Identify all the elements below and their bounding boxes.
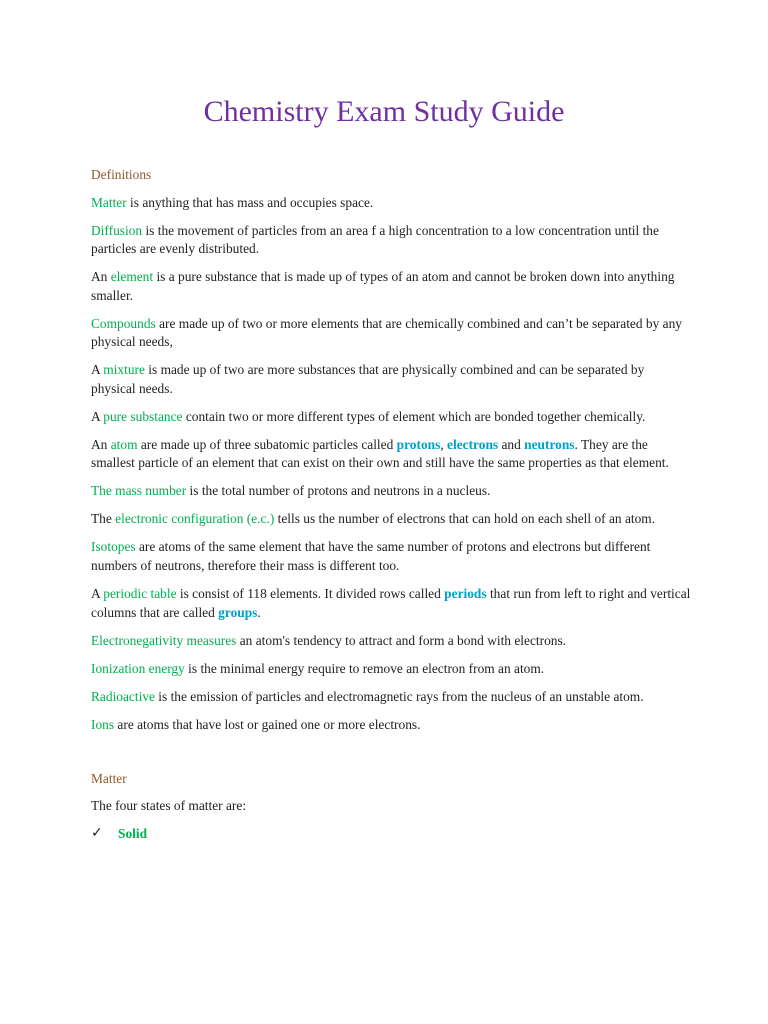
definition-prefix: A [91,408,104,424]
definition-term: Ions [91,716,115,732]
definition-text: is the minimal energy require to remove an electron from an atom. [184,660,545,676]
state-list-item [91,825,691,844]
definition-text: is made up of two are more substances that are physically combined and can be separated by physical needs. [91,362,645,396]
definition-text: is anything that has mass and occupies space. [126,194,374,210]
definition-text: are made up of two or more elements that are chemically combined and can’t be separated by any physical needs, [91,315,682,350]
definition-text: are atoms that have lost or gained one or more electrons. [114,716,421,732]
definition-text: is a pure substance that is made up of types of an atom and cannot be broken down into anything smaller. [91,269,675,303]
definition-term: pure substance [103,408,183,424]
definition-term: Ionization energy [91,660,185,676]
separator: , [440,436,448,452]
definition-mixture [91,361,691,398]
definition-electronic-configuration [91,510,691,529]
definition-matter [91,194,691,213]
definition-text: is the total number of protons and neutrons in a nucleus. [186,483,491,499]
definition-term: Diffusion [91,222,143,238]
definition-text: contain two or more different types of element which are bonded together chemically. [182,408,646,424]
definition-mass-number [91,482,691,501]
keyword-protons: protons [396,436,441,452]
definition-term: element [110,269,154,285]
definition-term: Matter [91,194,127,210]
definition-text: tells us the number of electrons that can hold on each shell of an atom. [274,511,656,527]
definition-text: are atoms of the same element that have the same number of protons and electrons but different numbers of neutrons, therefore their mass is different too. [91,539,651,574]
definition-compounds [91,315,691,352]
definition-term: Isotopes [91,539,136,555]
definition-term: atom [110,436,138,452]
definition-text: is consist of 118 elements. It divided rows called [176,586,445,601]
definition-prefix: A [91,586,104,601]
definition-text: is the movement of particles from an area f a high concentration to a low concentration until the particles are evenly distributed. [91,222,659,257]
checkmark-icon: ✓ [91,825,103,842]
matter-intro: The four states of matter are: [91,798,247,814]
definition-term: Radioactive [91,688,155,704]
definition-radioactive [91,688,691,707]
definition-term: Electronegativity measures [91,632,237,648]
keyword-neutrons: neutrons [524,436,575,452]
definition-electronegativity [91,632,691,651]
definition-prefix: A [91,362,104,378]
definition-ionization-energy [91,660,691,679]
definition-text: an atom's tendency to attract and form a bond with electrons. [236,632,567,648]
definition-term: periodic table [103,586,177,601]
definition-text: . [257,604,261,620]
keyword-periods: periods [444,586,487,601]
keyword-electrons: electrons [447,436,499,452]
definition-periodic-table [91,585,691,622]
definition-atom [91,436,691,473]
definition-term: mixture [103,362,145,378]
definition-prefix: An [91,269,111,285]
definition-text: that run from left to right and vertical columns that are called [91,586,691,620]
document-body [91,166,691,844]
definition-diffusion [91,222,691,259]
definition-text: is the emission of particles and electromagnetic rays from the nucleus of an unstable atom. [154,688,644,704]
definition-element [91,268,691,305]
definition-term: The mass number [91,483,187,499]
state-solid: Solid [118,826,148,842]
section-heading-definitions: Definitions [91,167,152,182]
definition-ions [91,716,691,735]
section-spacer [91,744,691,770]
definition-term: Compounds [91,315,156,331]
definition-prefix: The [91,511,116,527]
keyword-groups: groups [218,604,258,620]
definition-text: . They are the smallest particle of an element that can exist on their own and still have the same properties as that element. [91,436,669,471]
definition-prefix: An [91,436,111,452]
definition-pure-substance [91,408,691,427]
definition-isotopes [91,538,691,575]
page-title: Chemistry Exam Study Guide [203,95,565,128]
separator: and [498,436,525,452]
definition-term: electronic configuration (e.c.) [115,511,275,527]
definition-text: are made up of three subatomic particles called [137,436,397,452]
section-heading-matter: Matter [91,770,127,786]
